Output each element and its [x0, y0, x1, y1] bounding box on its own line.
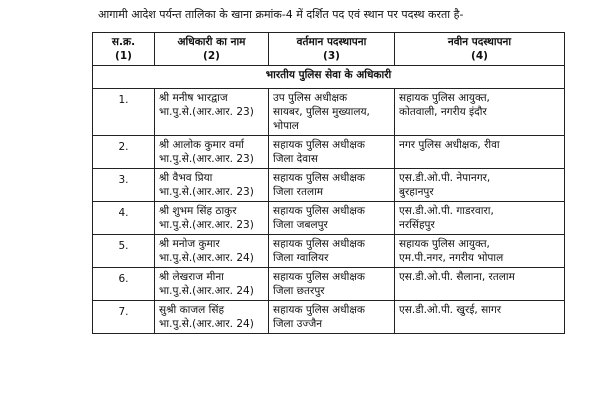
table-row	[93, 169, 565, 202]
serial-number: 2.	[93, 136, 155, 169]
current-posting-line: जिला ग्वालियर	[273, 252, 329, 264]
serial-number: 3.	[93, 169, 155, 202]
officer-name: श्री मनोज कुमार	[159, 238, 220, 250]
new-posting-line: एस.डी.ओ.पी. गाडरवारा,	[399, 205, 494, 217]
header-new: नवीन पदस्थापना (4)	[395, 33, 565, 66]
current-posting-line: सहायक पुलिस अधीक्षक	[273, 172, 365, 184]
header-sn: स.क्र. (1)	[93, 33, 155, 66]
officer-name: श्री शुभम सिंह ठाकुर	[159, 205, 237, 217]
current-posting-line: भोपाल	[273, 120, 299, 132]
new-posting-line: नरसिंहपुर	[399, 219, 435, 231]
posting-table	[92, 32, 565, 334]
officer-name-cell	[155, 89, 269, 136]
table-row	[93, 202, 565, 235]
current-posting-cell	[269, 89, 395, 136]
new-posting-line: एस.डी.ओ.पी. सैलाना, रतलाम	[399, 271, 515, 283]
officer-batch: भा.पु.से.(आर.आर. 23)	[159, 106, 254, 118]
new-posting-line: एस.डी.ओ.पी. खुरई, सागर	[399, 304, 502, 316]
officer-batch: भा.पु.से.(आर.आर. 24)	[159, 318, 254, 330]
new-posting-line: कोतवाली, नगरीय इंदौर	[399, 106, 487, 118]
new-posting-cell	[395, 301, 565, 334]
table-row	[93, 89, 565, 136]
officer-name-cell	[155, 136, 269, 169]
current-posting-line: सायबर, पुलिस मुख्यालय,	[273, 106, 370, 118]
header-row	[93, 33, 565, 66]
header-name: अधिकारी का नाम (2)	[155, 33, 269, 66]
current-posting-line: सहायक पुलिस अधीक्षक	[273, 271, 365, 283]
serial-number: 6.	[93, 268, 155, 301]
officer-name-cell	[155, 235, 269, 268]
serial-number: 7.	[93, 301, 155, 334]
new-posting-cell	[395, 136, 565, 169]
current-posting-line: जिला छतरपुर	[273, 285, 325, 297]
current-posting-cell	[269, 268, 395, 301]
new-posting-line: एस.डी.ओ.पी. नेपानगर,	[399, 172, 491, 184]
current-posting-line: जिला जबलपुर	[273, 219, 328, 231]
serial-number: 5.	[93, 235, 155, 268]
section-title: भारतीय पुलिस सेवा के अधिकारी	[93, 66, 565, 89]
current-posting-cell	[269, 235, 395, 268]
new-posting-line: एम.पी.नगर, नगरीय भोपाल	[399, 252, 504, 264]
header-current: वर्तमान पदस्थापना (3)	[269, 33, 395, 66]
new-posting-cell	[395, 268, 565, 301]
new-posting-line: बुरहानपुर	[399, 186, 434, 198]
officer-batch: भा.पु.से.(आर.आर. 24)	[159, 252, 254, 264]
current-posting-line: सहायक पुलिस अधीक्षक	[273, 205, 365, 217]
officer-batch: भा.पु.से.(आर.आर. 23)	[159, 186, 254, 198]
section-row	[93, 66, 565, 89]
serial-number: 1.	[93, 89, 155, 136]
table-row	[93, 268, 565, 301]
officer-name: श्री आलोक कुमार वर्मा	[159, 139, 244, 151]
table-row	[93, 301, 565, 334]
current-posting-line: जिला रतलाम	[273, 186, 324, 198]
table-row	[93, 136, 565, 169]
officer-name-cell	[155, 268, 269, 301]
officer-batch: भा.पु.से.(आर.आर. 23)	[159, 219, 254, 231]
new-posting-cell	[395, 89, 565, 136]
current-posting-line: जिला देवास	[273, 153, 318, 165]
officer-batch: भा.पु.से.(आर.आर. 23)	[159, 153, 254, 165]
current-posting-line: सहायक पुलिस अधीक्षक	[273, 139, 365, 151]
officer-name-cell	[155, 169, 269, 202]
officer-name-cell	[155, 301, 269, 334]
officer-name: श्री मनीष भारद्वाज	[159, 92, 228, 104]
current-posting-cell	[269, 169, 395, 202]
serial-number: 4.	[93, 202, 155, 235]
current-posting-cell	[269, 136, 395, 169]
officer-name: श्री वैभव प्रिया	[159, 172, 213, 184]
new-posting-line: सहायक पुलिस आयुक्त,	[399, 238, 490, 250]
new-posting-line: सहायक पुलिस आयुक्त,	[399, 92, 490, 104]
new-posting-line: नगर पुलिस अधीक्षक, रीवा	[399, 139, 500, 151]
current-posting-line: जिला उज्जैन	[273, 318, 323, 330]
current-posting-line: सहायक पुलिस अधीक्षक	[273, 304, 365, 316]
officer-batch: भा.पु.से.(आर.आर. 24)	[159, 285, 254, 297]
table-row	[93, 235, 565, 268]
officer-name-cell	[155, 202, 269, 235]
new-posting-cell	[395, 202, 565, 235]
officer-name: श्री लेखराज मीना	[159, 271, 224, 283]
new-posting-cell	[395, 235, 565, 268]
current-posting-line: सहायक पुलिस अधीक्षक	[273, 238, 365, 250]
new-posting-cell	[395, 169, 565, 202]
intro-text: आगामी आदेश पर्यन्त तालिका के खाना क्रमांक-4 में दर्शित पद एवं स्थान पर पदस्थ करता है-	[98, 8, 464, 21]
current-posting-line: उप पुलिस अधीक्षक	[273, 92, 348, 104]
current-posting-cell	[269, 202, 395, 235]
current-posting-cell	[269, 301, 395, 334]
officer-name: सुश्री काजल सिंह	[159, 304, 225, 316]
